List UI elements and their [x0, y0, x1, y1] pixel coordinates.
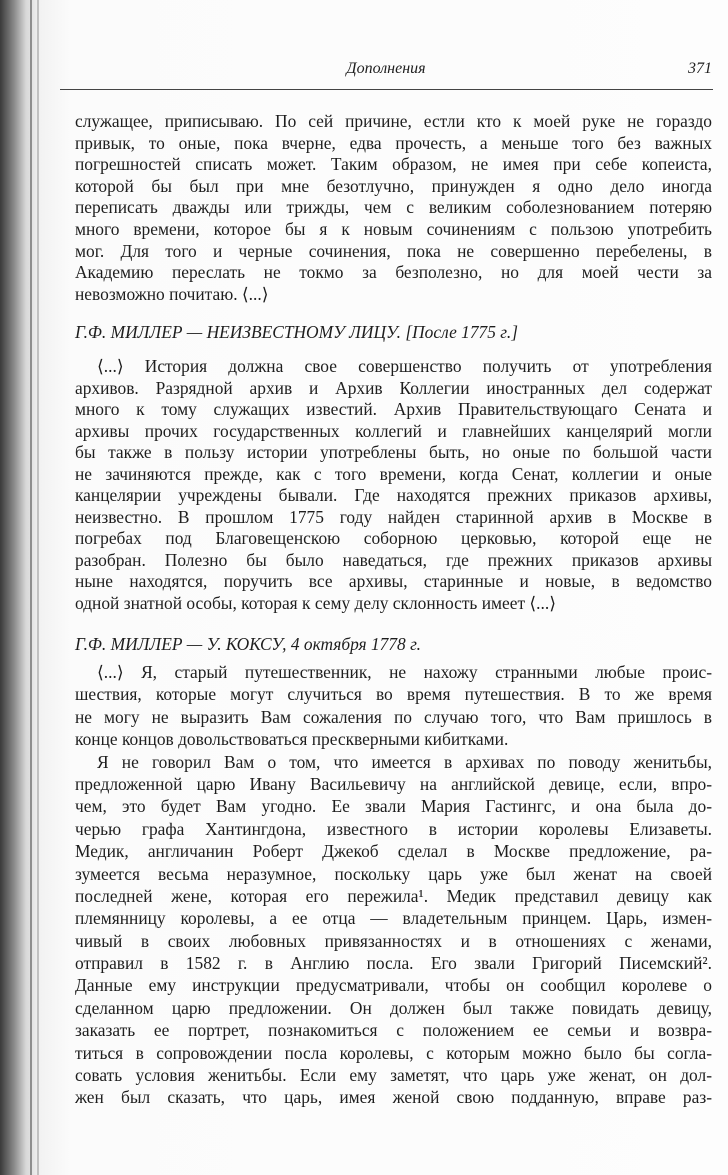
- text-line: невозможно почитаю. ⟨...⟩: [75, 283, 269, 304]
- running-head: [60, 58, 712, 84]
- binding-gutter: [30, 0, 32, 1175]
- text-line: шествия, которые могут случиться во время путешествия. В то же время: [75, 684, 712, 705]
- text-line: мог. Для того и черные сочинения, пока не совершенно перебелены, в: [75, 240, 712, 261]
- text-line: служащее, приписываю. По сей причине, естли кто к моей руке не гораздо: [75, 111, 712, 131]
- text-line: Академию переслать не токмо за безполезно, но для моей чести за: [75, 262, 712, 283]
- text-line: совать условия женитьбы. Если ему заметят, что царь уже женат, он дол-: [75, 1065, 712, 1086]
- text-line: которой бы был при мне безотлучно, принужден я одно дело иногда: [75, 175, 712, 196]
- text-line: последней жене, которая его пережила¹. Медик представил девицу как: [75, 885, 712, 906]
- text-line: сделанном царю предложении. Он должен был также повидать девицу,: [75, 997, 712, 1018]
- text-line: канцелярии учреждены бывали. Где находятся прежних приказов архивы,: [75, 485, 712, 505]
- text-line: ныне находятся, поручить все архивы, старинные и новые, в ведомство: [75, 571, 712, 591]
- letter-heading: Г.Ф. МИЛЛЕР — НЕИЗВЕСТНОМУ ЛИЦУ. [После 1775 г.]: [75, 322, 518, 342]
- text-line: Данные ему инструкции предусматривали, чтобы он сообщил королеве о: [75, 975, 712, 996]
- text-line: чивый в своих любовных привязанностях и в отношениях с женами,: [75, 930, 712, 951]
- text-line: неизвестно. В прошлом 1775 году найден старинной архив в Москве в: [75, 506, 712, 527]
- text-line: бы также в пользу истории употреблены быть, но оные по большой части: [75, 442, 712, 462]
- text-line: племянницу королевы, а ее отца — владетельным принцем. Царь, измен-: [75, 908, 712, 929]
- text-line: зумеется весьма неразумное, поскольку царь уже был женат на своей: [75, 863, 712, 884]
- text-line: погребах под Благовещенскою соборною церковью, которой еще не: [75, 528, 712, 548]
- running-title: Дополнения: [346, 60, 426, 77]
- text-line: предложенной царю Ивану Васильевичу на английской девице, если, впро-: [75, 773, 712, 794]
- text-line: разобран. Полезно бы было наведаться, где прежних приказов архивы: [75, 549, 712, 570]
- text-line: много к тому служащих известий. Архив Правительствующаго Сената и: [75, 399, 712, 419]
- text-line: ⟨...⟩ Я, старый путешественник, не нахожу странными любые проис-: [97, 662, 712, 682]
- binding-gutter: [37, 0, 39, 1175]
- text-line: конце концов довольствоваться прескверными кибитками.: [75, 729, 509, 750]
- text-line: не зачиняются прежде, как с того времени, когда Сенат, коллегии и оные: [75, 463, 712, 484]
- text-line: чем, это будет Вам угодно. Ее звали Мария Гастингс, и она была до-: [75, 796, 712, 817]
- text-line: Я не говорил Вам о том, что имеется в архивах по поводу женитьбы,: [97, 751, 712, 772]
- page-number: 371: [688, 60, 712, 77]
- text-line: переписать дважды или трижды, чем с великим соболезнованием потеряю: [75, 197, 712, 218]
- letter-body: [75, 661, 712, 1109]
- header-rule: [60, 89, 713, 90]
- text-line: титься в сопровождении посла королевы, с которым можно было бы согла-: [75, 1042, 712, 1063]
- text-line: много времени, которое бы я к новым сочинениям с пользою употребить: [75, 218, 712, 239]
- letter-heading: Г.Ф. МИЛЛЕР — У. КОКСУ, 4 октября 1778 г.: [75, 634, 422, 654]
- text-line: черью графа Хантингдона, известного в истории королевы Елизаветы.: [75, 818, 712, 839]
- text-line: Медик, англичанин Роберт Джекоб сделал в Москве предложение, ра-: [75, 841, 712, 862]
- text-line: одной знатной особы, которая к сему делу склонность имеет ⟨...⟩: [75, 592, 557, 613]
- text-line: заказать ее портрет, познакомиться с положением ее семьи и возвра-: [75, 1020, 712, 1041]
- text-line: не могу не выразить Вам сожаления по случаю того, что Вам пришлось в: [75, 706, 712, 727]
- paragraph-continuation: [75, 111, 712, 305]
- text-line: отправил в 1582 г. в Англию посла. Его звали Григорий Писемский².: [75, 953, 712, 974]
- text-line: архивов. Разрядной архив и Архив Коллегии иностранных дел содержат: [75, 377, 712, 398]
- text-line: привык, то оные, пока вчерне, едва прочесть, а меньше того без важных: [75, 132, 712, 153]
- text-line: архивы прочих государственных коллегий и главнейших канцелярий могли: [75, 420, 712, 441]
- text-line: жен был сказать, что царь, имея женой свою подданную, вправе раз-: [75, 1087, 712, 1108]
- text-line: ⟨...⟩ История должна свое совершенство получить от употребления: [97, 356, 712, 376]
- letter-body: [75, 356, 712, 614]
- text-line: погрешностей списать может. Таким образом, не имея при себе копеиста,: [75, 154, 712, 175]
